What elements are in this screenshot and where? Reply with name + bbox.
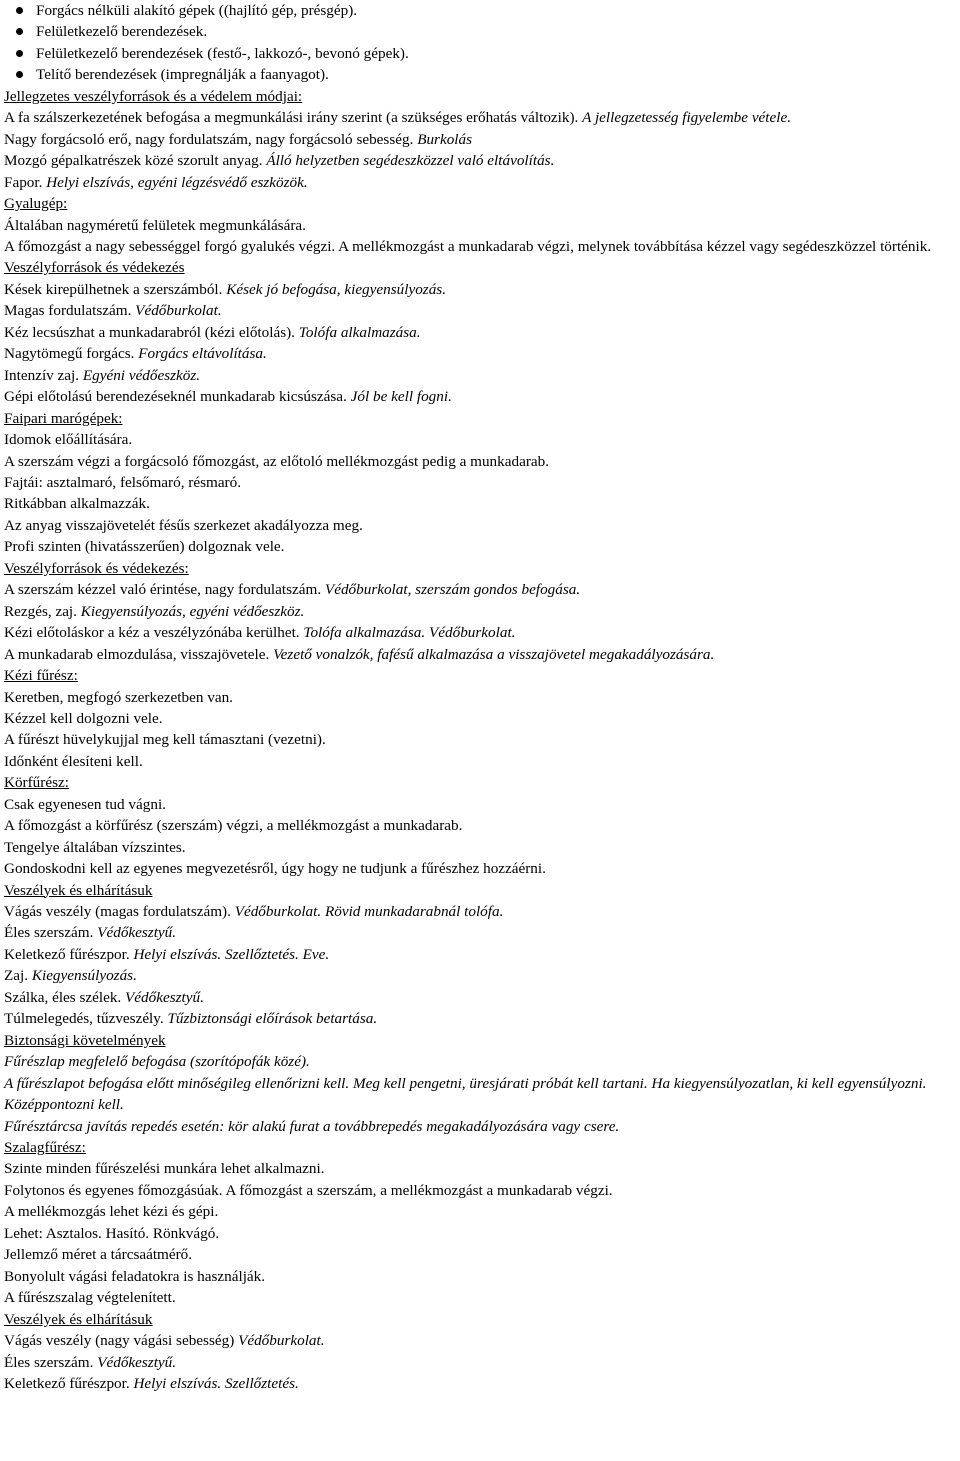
section-heading [4, 665, 956, 686]
text-segment: Idomok előállítására. [4, 431, 133, 449]
text-line [4, 751, 956, 772]
text-segment: Körfűrész: [4, 774, 69, 792]
text-line [4, 343, 956, 364]
text-line [4, 429, 956, 450]
text-line [4, 987, 956, 1008]
bullet-item: Forgács nélküli alakító gépek ((hajlító gép, présgép). [4, 0, 956, 21]
text-line [4, 1223, 956, 1244]
text-segment: Kézzel kell dolgozni vele. [4, 709, 163, 727]
protective-measure-text: Vezető vonalzók, fafésű alkalmazása a visszajövetel megakadályozására. [273, 645, 715, 663]
text-segment: Kézi fűrész: [4, 667, 78, 685]
text-line [4, 922, 956, 943]
text-segment: Faipari marógépek: [4, 409, 123, 427]
text-line [4, 236, 956, 257]
text-segment: Nagy forgácsoló erő, nagy fordulatszám, nagy forgácsoló sebesség. [4, 130, 418, 148]
protective-measure-text: Helyi elszívás. Szellőztetés. [133, 1375, 299, 1392]
text-segment: Tengelye általában vízszintes. [4, 838, 186, 856]
text-segment: Jellemző méret a tárcsaátmérő. [4, 1246, 193, 1264]
protective-measure-text: Álló helyzetben segédeszközzel való eltávolítás. [266, 152, 555, 170]
text-segment: A szerszám kézzel való érintése, nagy fordulatszám. [4, 581, 325, 599]
text-line [4, 1373, 956, 1394]
protective-measure-text: Védőburkolat, szerszám gondos befogása. [324, 581, 581, 599]
bullet-item: Felületkezelő berendezések (festő-, lakkozó-, bevonó gépek). [4, 43, 956, 64]
text-line [4, 1266, 956, 1287]
text-line [4, 1244, 956, 1265]
text-line [4, 687, 956, 708]
text-line [4, 1330, 956, 1351]
text-segment: A mellékmozgás lehet kézi és gépi. [4, 1203, 219, 1221]
text-segment: Csak egyenesen tud vágni. [4, 795, 166, 813]
text-segment: Veszélyforrások és védekezés [4, 259, 185, 277]
text-line [4, 129, 956, 150]
text-segment: Fajtái: asztalmaró, felsőmaró, résmaró. [4, 473, 242, 491]
protective-measure-text: Helyi elszívás. Szellőztetés. Eve. [133, 945, 330, 963]
text-line [4, 1008, 956, 1029]
protective-measure-text: Védőkesztyű. [125, 988, 204, 1006]
text-line [4, 451, 956, 472]
protective-measure-text: A jellegzetesség figyelembe vétele. [582, 109, 792, 127]
protective-measure-text: Középpontozni kell. [4, 1096, 124, 1114]
text-segment: Veszélyek és elhárításuk [4, 881, 153, 899]
text-segment: Kések kirepülhetnek a szerszámból. [4, 280, 227, 298]
section-heading [4, 1309, 956, 1330]
section-heading [4, 1137, 956, 1158]
protective-measure-text: A fűrészlapot befogása előtt minőségileg ellenőrizni kell. Meg kell pengetni, üresjárati próbát kell tartani. Ha kiegyensúlyozatlan, ki kell egyensúlyozni. [4, 1074, 927, 1092]
text-line [4, 1073, 956, 1094]
text-segment: Keretben, megfogó szerkezetben van. [4, 688, 233, 706]
protective-measure-text: Védőburkolat. [135, 302, 222, 320]
text-segment: A főmozgást a körfűrész (szerszám) végzi, a mellékmozgást a munkadarab. [4, 817, 463, 835]
text-line [4, 1352, 956, 1373]
protective-measure-text: Védőburkolat. [238, 1332, 325, 1350]
text-segment: Az anyag visszajövetelét fésűs szerkezet akadályozza meg. [4, 516, 363, 534]
text-segment: Gondoskodni kell az egyenes megvezetésről, úgy hogy ne tudjunk a fűrészhez hozzáérni. [4, 860, 546, 878]
protective-measure-text: Tolófa alkalmazása. Védőburkolat. [303, 624, 516, 642]
text-line [4, 1287, 956, 1308]
text-segment: Veszélyforrások és védekezés: [4, 559, 189, 577]
text-segment: Szinte minden fűrészelési munkára lehet alkalmazni. [4, 1160, 325, 1178]
bullet-list [4, 0, 956, 86]
protective-measure-text: Védőkesztyű. [97, 1353, 177, 1371]
text-line [4, 322, 956, 343]
text-line [4, 1201, 956, 1222]
text-segment: Vágás veszély (nagy vágási sebesség) [4, 1332, 239, 1350]
text-line [4, 386, 956, 407]
protective-measure-text: Fűrészlap megfelelő befogása (szorítópofák közé). [4, 1053, 310, 1071]
section-heading [4, 772, 956, 793]
text-line [4, 1180, 956, 1201]
text-segment: Éles szerszám. [4, 924, 98, 942]
text-line [4, 944, 956, 965]
text-line [4, 794, 956, 815]
protective-measure-text: Kiegyensúlyozás. [31, 967, 137, 985]
text-segment: Kéz lecsúszhat a munkadarabról (kézi előtolás). [4, 323, 299, 341]
text-line [4, 150, 956, 171]
text-segment: Gépi előtolású berendezéseknél munkadarab kicsúszása. [4, 388, 351, 406]
bullet-item: Felületkezelő berendezések. [4, 21, 956, 42]
protective-measure-text: Kések jó befogása, kiegyensúlyozás. [226, 280, 446, 298]
protective-measure-text: Forgács eltávolítása. [138, 345, 267, 363]
text-segment: Nagytömegű forgács. [4, 345, 139, 363]
protective-measure-text: Tolófa alkalmazása. [298, 323, 421, 341]
bullet-item: Telítő berendezések (impregnálják a faanyagot). [4, 64, 956, 85]
text-segment: Fapor. [4, 173, 47, 191]
text-line [4, 644, 956, 665]
protective-measure-text: Kiegyensúlyozás, egyéni védőeszköz. [80, 602, 305, 620]
text-segment: A szerszám végzi a forgácsoló főmozgást, az előtoló mellékmozgást pedig a munkadarab. [4, 452, 550, 470]
text-line [4, 515, 956, 536]
text-segment: Kézi előtoláskor a kéz a veszélyzónába kerülhet. [4, 624, 304, 642]
text-segment: Jellegzetes veszélyforrások és a védelem módjai: [4, 87, 303, 105]
text-line [4, 1051, 956, 1072]
text-line [4, 601, 956, 622]
section-heading [4, 558, 956, 579]
text-line [4, 215, 956, 236]
section-heading [4, 86, 956, 107]
protective-measure-text: Fűrésztárcsa javítás repedés esetén: kör alakú furat a továbbrepedés megakadályozására vagy csere. [4, 1117, 620, 1135]
text-line [4, 815, 956, 836]
text-segment: A főmozgást a nagy sebességgel forgó gyalukés végzi. A mellékmozgást a munkadarab végzi, melynek továbbítása kézzel vagy segédeszközzel történik. [4, 237, 932, 255]
text-line [4, 622, 956, 643]
text-line [4, 172, 956, 193]
text-segment: Gyalugép: [4, 195, 68, 213]
text-segment: Rezgés, zaj. [4, 602, 81, 620]
section-heading [4, 257, 956, 278]
text-segment: Éles szerszám. [4, 1353, 98, 1371]
text-line [4, 300, 956, 321]
text-segment: Bonyolult vágási feladatokra is használják. [4, 1267, 266, 1285]
protective-measure-text: Védőburkolat. Rövid munkadarabnál tolófa. [234, 903, 504, 921]
text-segment: A fűrészszalag végtelenített. [4, 1289, 176, 1307]
text-segment: Lehet: Asztalos. Hasító. Rönkvágó. [4, 1224, 220, 1242]
text-line [4, 965, 956, 986]
text-segment: Intenzív zaj. [4, 366, 83, 384]
text-segment: A munkadarab elmozdulása, visszajövetele. [4, 645, 274, 663]
text-line [4, 837, 956, 858]
section-heading [4, 880, 956, 901]
text-line [4, 579, 956, 600]
text-segment: Profi szinten (hivatásszerűen) dolgoznak vele. [4, 538, 285, 556]
text-line [4, 708, 956, 729]
text-line [4, 729, 956, 750]
protective-measure-text: Védőkesztyű. [97, 924, 177, 942]
protective-measure-text: Tűzbiztonsági előírások betartása. [167, 1010, 378, 1028]
text-line [4, 901, 956, 922]
text-segment: Ritkábban alkalmazzák. [4, 495, 150, 513]
section-heading [4, 193, 956, 214]
text-segment: Folytonos és egyenes főmozgásúak. A főmozgást a szerszám, a mellékmozgást a munkadarab végzi. [4, 1181, 613, 1199]
text-segment: Túlmelegedés, tűzveszély. [4, 1010, 168, 1028]
text-segment: Általában nagyméretű felületek megmunkálására. [4, 216, 306, 234]
protective-measure-text: Helyi elszívás, egyéni légzésvédő eszközök. [46, 173, 308, 191]
protective-measure-text: Jól be kell fogni. [350, 388, 452, 406]
text-line [4, 1094, 956, 1115]
text-segment: Biztonsági követelmények [4, 1031, 166, 1049]
text-segment: Zaj. [4, 967, 32, 985]
text-segment: Vágás veszély (magas fordulatszám). [4, 903, 235, 921]
text-line [4, 1116, 956, 1137]
text-segment: Magas fordulatszám. [4, 302, 136, 320]
document-body [4, 86, 956, 1395]
section-heading [4, 1030, 956, 1051]
text-line [4, 536, 956, 557]
text-segment: Keletkező fűrészpor. [4, 945, 134, 963]
text-segment: Veszélyek és elhárításuk [4, 1310, 153, 1328]
text-line [4, 493, 956, 514]
protective-measure-text: Burkolás [417, 130, 473, 148]
text-segment: Mozgó gépalkatrészek közé szorult anyag. [4, 152, 267, 170]
text-segment: Szalagfűrész: [4, 1139, 86, 1157]
protective-measure-text: Egyéni védőeszköz. [82, 366, 201, 384]
text-line [4, 279, 956, 300]
text-line [4, 107, 956, 128]
text-segment: Időnként élesíteni kell. [4, 752, 143, 770]
text-line [4, 365, 956, 386]
text-segment: Szálka, éles szélek. [4, 988, 126, 1006]
text-line [4, 472, 956, 493]
text-segment: A fa szálszerkezetének befogása a megmunkálási irány szerint (a szükséges erőhatás változik). [4, 109, 583, 127]
text-segment: A fűrészt hüvelykujjal meg kell támasztani (vezetni). [4, 731, 326, 749]
text-line [4, 1158, 956, 1179]
section-heading [4, 408, 956, 429]
text-line [4, 858, 956, 879]
text-segment: Keletkező fűrészpor. [4, 1375, 134, 1392]
